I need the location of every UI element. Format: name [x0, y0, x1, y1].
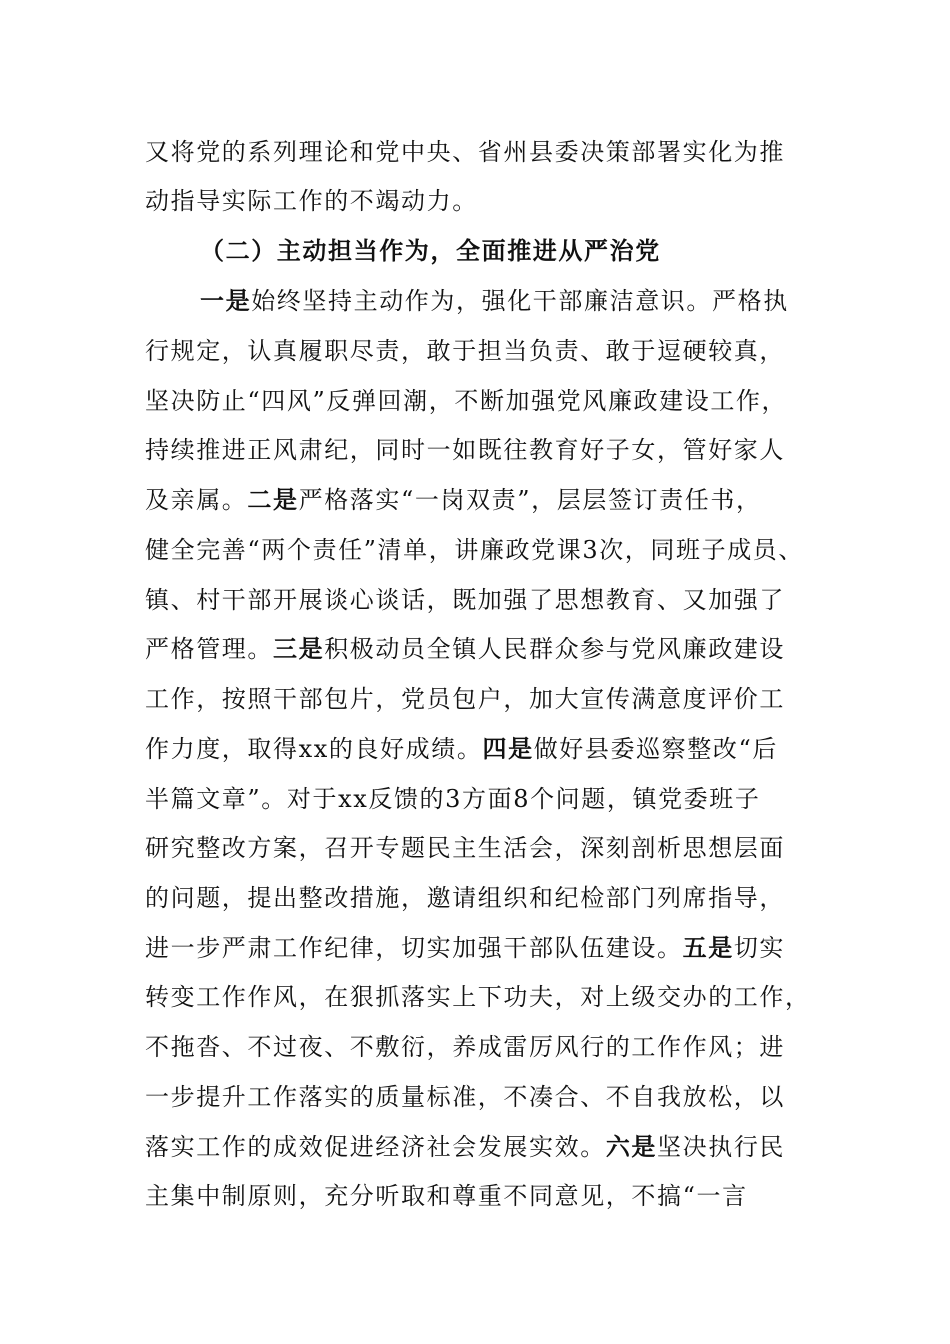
paragraph-text: 严格管理。	[145, 635, 273, 663]
paragraph-line-12: 研究整改方案，召开专题民主生活会，深刻剖析思想层面	[145, 834, 785, 862]
paragraph-line-11: 半篇文章”。对于xx反馈的3方面8个问题，镇党委班子	[145, 785, 761, 813]
paragraph-text: 落实工作的成效促进经济社会发展实效。	[145, 1133, 606, 1161]
paragraph-line-6: 健全完善“两个责任”清单，讲廉政党课3次，同班子成员、	[145, 536, 805, 564]
paragraph-line-8	[145, 634, 785, 664]
intro-line-2: 动指导实际工作的不竭动力。	[145, 187, 478, 215]
paragraph-text: 坚决执行民	[657, 1133, 786, 1161]
paragraph-text: 及亲属。	[145, 486, 248, 514]
paragraph-line-18	[145, 1132, 785, 1162]
paragraph-text: 作力度，取得xx的良好成绩。	[145, 735, 483, 763]
paragraph-line-19: 主集中制原则，充分听取和尊重不同意见，不搞“一言	[145, 1182, 748, 1210]
paragraph-text: 积极动员全镇人民群众参与党风廉政建设	[324, 635, 786, 663]
point-one-label: 一是	[200, 286, 252, 315]
paragraph-text: 始终坚持主动作为，强化干部廉洁意识。严格执	[251, 287, 789, 315]
paragraph-line-5	[145, 485, 762, 515]
paragraph-text: 切实	[733, 934, 786, 962]
paragraph-line-15: 转变工作作风，在狠抓落实上下功夫，对上级交办的工作，	[145, 983, 811, 1011]
point-five-label: 五是	[682, 933, 734, 962]
paragraph-text: 严格落实“一岗双责”，层层签订责任书，	[298, 486, 762, 514]
paragraph-line-13: 的问题，提出整改措施，邀请组织和纪检部门列席指导，	[145, 884, 785, 912]
paragraph-line-14	[145, 933, 785, 963]
paragraph-line-4: 持续推进正风肃纪，同时一如既往教育好子女，管好家人	[145, 436, 785, 464]
paragraph-text: 进一步严肃工作纪律，切实加强干部队伍建设。	[145, 934, 683, 962]
point-four-label: 四是	[482, 734, 534, 763]
paragraph-line-10	[145, 734, 778, 764]
paragraph-line-16: 不拖沓、不过夜、不敷衍，养成雷厉风行的工作作风；进	[145, 1033, 785, 1061]
intro-line-1: 又将党的系列理论和党中央、省州县委决策部署实化为推	[145, 138, 785, 166]
paragraph-text: 做好县委巡察整改“后	[533, 735, 778, 763]
point-two-label: 二是	[247, 485, 299, 514]
section-heading: （二）主动担当作为，全面推进从严治党	[200, 236, 661, 265]
paragraph-line-3: 坚决防止“四风”反弹回潮，不断加强党风廉政建设工作，	[145, 387, 788, 415]
paragraph-line-1	[200, 286, 789, 316]
point-three-label: 三是	[273, 634, 325, 663]
paragraph-line-2: 行规定，认真履职尽责，敢于担当负责、敢于逗硬较真，	[145, 337, 785, 365]
paragraph-line-9: 工作，按照干部包片，党员包户，加大宣传满意度评价工	[145, 685, 785, 713]
paragraph-line-17: 一步提升工作落实的质量标准，不凑合、不自我放松，以	[145, 1083, 785, 1111]
point-six-label: 六是	[605, 1132, 658, 1161]
paragraph-line-7: 镇、村干部开展谈心谈话，既加强了思想教育、又加强了	[145, 586, 785, 614]
